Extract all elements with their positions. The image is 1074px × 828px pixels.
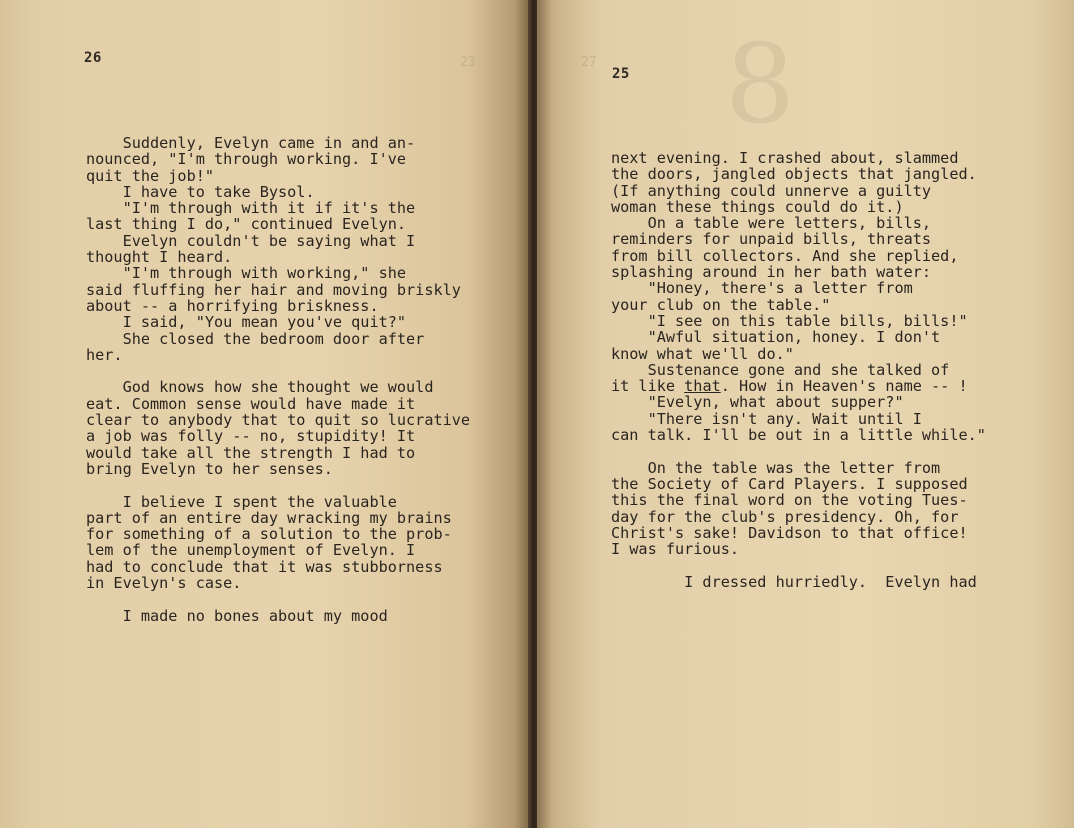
text-line: about -- a horrifying briskness. <box>86 296 379 315</box>
text-line: She closed the bedroom door after <box>86 329 425 348</box>
text-line: Christ's sake! Davidson to that office! <box>611 523 968 542</box>
text-line: I have to take Bysol. <box>86 182 315 201</box>
text-line: had to conclude that it was stubborness <box>86 557 443 576</box>
text-line: nounced, "I'm through working. I've <box>86 150 407 169</box>
left-page-text <box>86 135 470 624</box>
text-line: On a table were letters, bills, <box>611 214 932 233</box>
blank-line <box>611 557 986 573</box>
text-line: this the final word on the voting Tues- <box>611 491 968 510</box>
text-line: can talk. I'll be out in a little while." <box>611 426 986 445</box>
left-page-number: 26 <box>84 50 102 66</box>
text-line: Sustenance gone and she talked of <box>611 360 950 379</box>
right-ghost-page-number: 27 <box>581 55 597 70</box>
right-page-text <box>611 150 986 590</box>
text-line: for something of a solution to the prob- <box>86 525 452 544</box>
text-line: the Society of Card Players. I supposed <box>611 474 968 493</box>
text-line: last thing I do," continued Evelyn. <box>86 215 407 234</box>
text-line: day for the club's presidency. Oh, for <box>611 507 959 526</box>
blank-line <box>86 591 470 607</box>
text-line: "I'm through with it if it's the <box>86 199 416 218</box>
blank-line <box>611 443 986 459</box>
text-line: a job was folly -- no, stupidity! It <box>86 427 416 446</box>
right-page-number: 25 <box>612 66 630 82</box>
text-line: "There isn't any. Wait until I <box>611 409 922 428</box>
text-line: part of an entire day wracking my brains <box>86 508 452 527</box>
blank-line <box>86 477 470 493</box>
text-line: it like that. How in Heaven's name -- ! <box>611 377 968 396</box>
text-line: eat. Common sense would have made it <box>86 394 416 413</box>
text-line: the doors, jangled objects that jangled. <box>611 165 977 184</box>
text-line: Evelyn couldn't be saying what I <box>86 231 416 250</box>
text-line: (If anything could unnerve a guilty <box>611 181 932 200</box>
text-line: clear to anybody that to quit so lucrative <box>86 411 471 430</box>
text-line: reminders for unpaid bills, threats <box>611 230 932 249</box>
text-line: lem of the unemployment of Evelyn. I <box>86 541 416 560</box>
text-line: woman these things could do it.) <box>611 197 904 216</box>
text-line: I said, "You mean you've quit?" <box>86 313 407 332</box>
text-line: "Honey, there's a letter from <box>611 279 913 298</box>
right-page <box>537 0 1074 828</box>
text-line: splashing around in her bath water: <box>611 263 932 282</box>
text-line: "I'm through with working," she <box>86 264 407 283</box>
text-line: said fluffing her hair and moving briskly <box>86 280 461 299</box>
text-line: quit the job!" <box>86 166 215 185</box>
text-line: next evening. I crashed about, slammed <box>611 149 959 167</box>
text-line: "Evelyn, what about supper?" <box>611 393 904 412</box>
text-line: I was furious. <box>611 540 740 559</box>
text-line: I dressed hurriedly. Evelyn had <box>611 572 977 591</box>
text-line: in Evelyn's case. <box>86 574 242 593</box>
text-line: I believe I spent the valuable <box>86 492 397 511</box>
text-line: from bill collectors. And she replied, <box>611 246 959 265</box>
text-line: bring Evelyn to her senses. <box>86 459 333 478</box>
text-line: "Awful situation, honey. I don't <box>611 328 941 347</box>
text-line: I made no bones about my mood <box>86 606 388 625</box>
text-line: God knows how she thought we would <box>86 378 434 397</box>
blank-line <box>86 363 470 379</box>
text-line: her. <box>86 345 123 364</box>
text-line: would take all the strength I had to <box>86 443 416 462</box>
text-line: Suddenly, Evelyn came in and an- <box>86 134 416 152</box>
text-line: your club on the table." <box>611 295 831 314</box>
text-line: thought I heard. <box>86 248 233 267</box>
left-page <box>0 0 530 828</box>
text-line: On the table was the letter from <box>611 458 941 477</box>
text-line: know what we'll do." <box>611 344 794 363</box>
text-line: "I see on this table bills, bills!" <box>611 311 968 330</box>
right-ghost-chapter-number: 8 <box>725 20 795 148</box>
left-ghost-page-number: 23 <box>460 55 476 70</box>
